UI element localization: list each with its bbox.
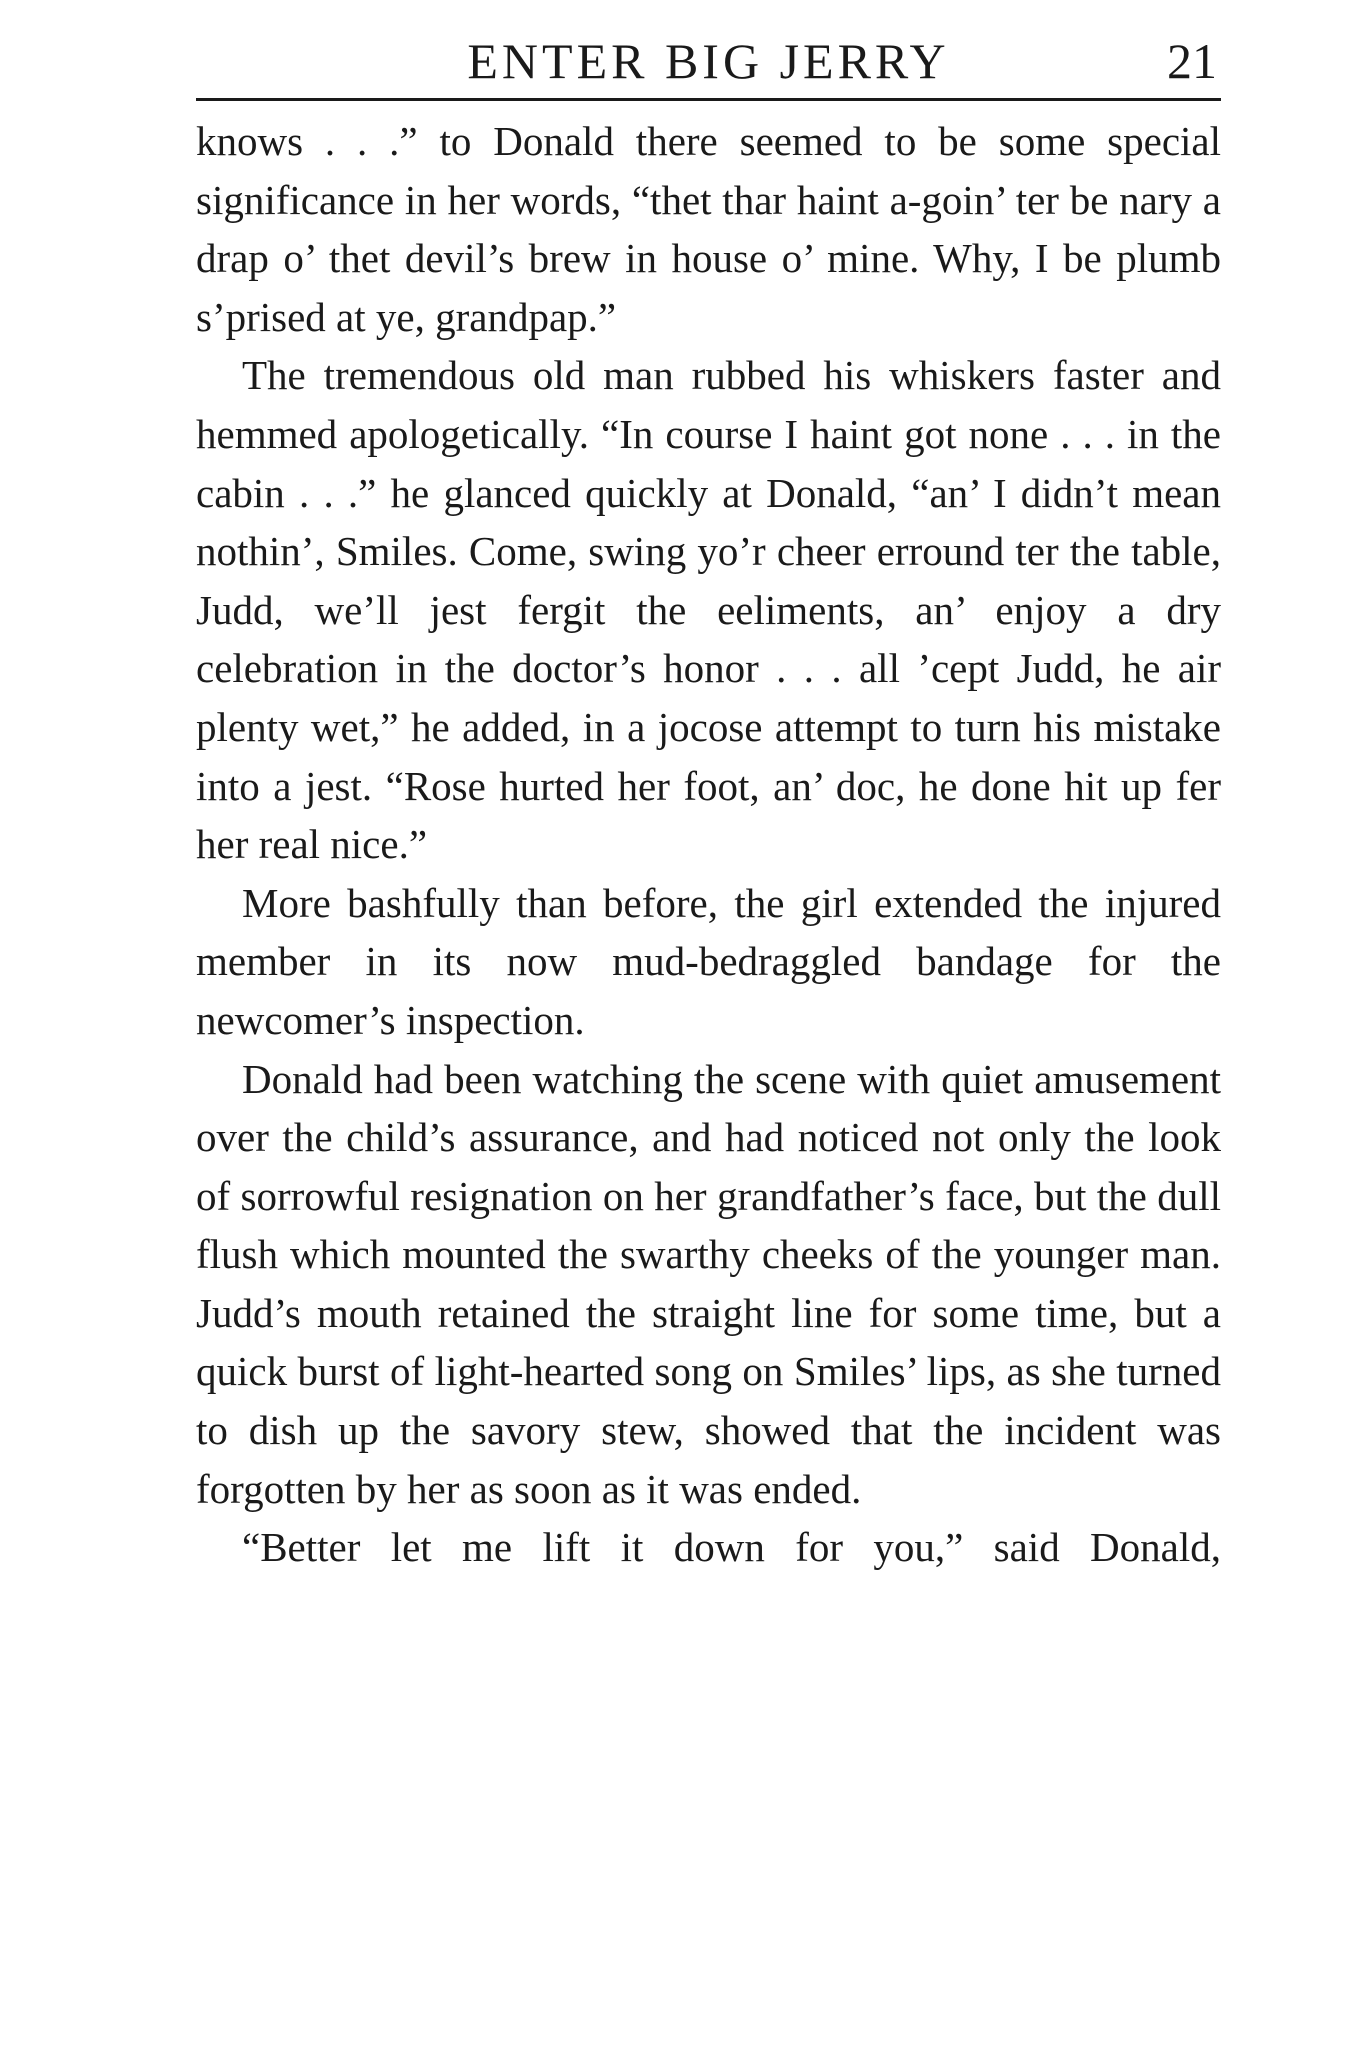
paragraph: The tremendous old man rubbed his whiskers faster and hemmed apologetically. “In course I haint got none . . . in the cabin . . .” he glanced quickly at Donald, “an’ I didn’t mean nothin’, Smiles. Come, swing yo’r cheer erround ter the table, Judd, we’ll jest fergit the eeliments, an’ enjoy a dry celebration in the doctor’s honor . . . all ’cept Judd, he air plenty wet,” he added, in a jocose attempt to turn his mistake into a jest. “Rose hurted her foot, an’ doc, he done hit up fer her real nice.”: [196, 352, 1221, 868]
running-title: ENTER BIG JERRY: [467, 33, 950, 89]
header-rule: [196, 98, 1221, 101]
body-text: [196, 112, 1221, 1577]
running-head: [196, 26, 1221, 96]
paragraph-continuation: knows . . .” to Donald there seemed to be some special significance in her words, “thet thar haint a-goin’ ter be nary a drap o’ thet devil’s brew in house o’ mine. Why, I be plumb s’prised at ye, grandpap.”: [196, 118, 1221, 340]
book-page: [196, 0, 1221, 2058]
paragraph: Donald had been watching the scene with quiet amusement over the child’s assurance, and had noticed not only the look of sorrowful resignation on her grandfather’s face, but the dull flush which mounted the swarthy cheeks of the younger man. Judd’s mouth retained the straight line for some time, but a quick burst of light-hearted song on Smiles’ lips, as she turned to dish up the savory stew, showed that the incident was forgotten by her as soon as it was ended.: [196, 1055, 1221, 1512]
paragraph-run-on: “Better let me lift it down for you,” said Donald,: [242, 1524, 1221, 1571]
page-number: 21: [1167, 33, 1217, 89]
paragraph: More bashfully than before, the girl extended the injured member in its now mud-bedraggled bandage for the newcomer’s inspection.: [196, 879, 1221, 1043]
